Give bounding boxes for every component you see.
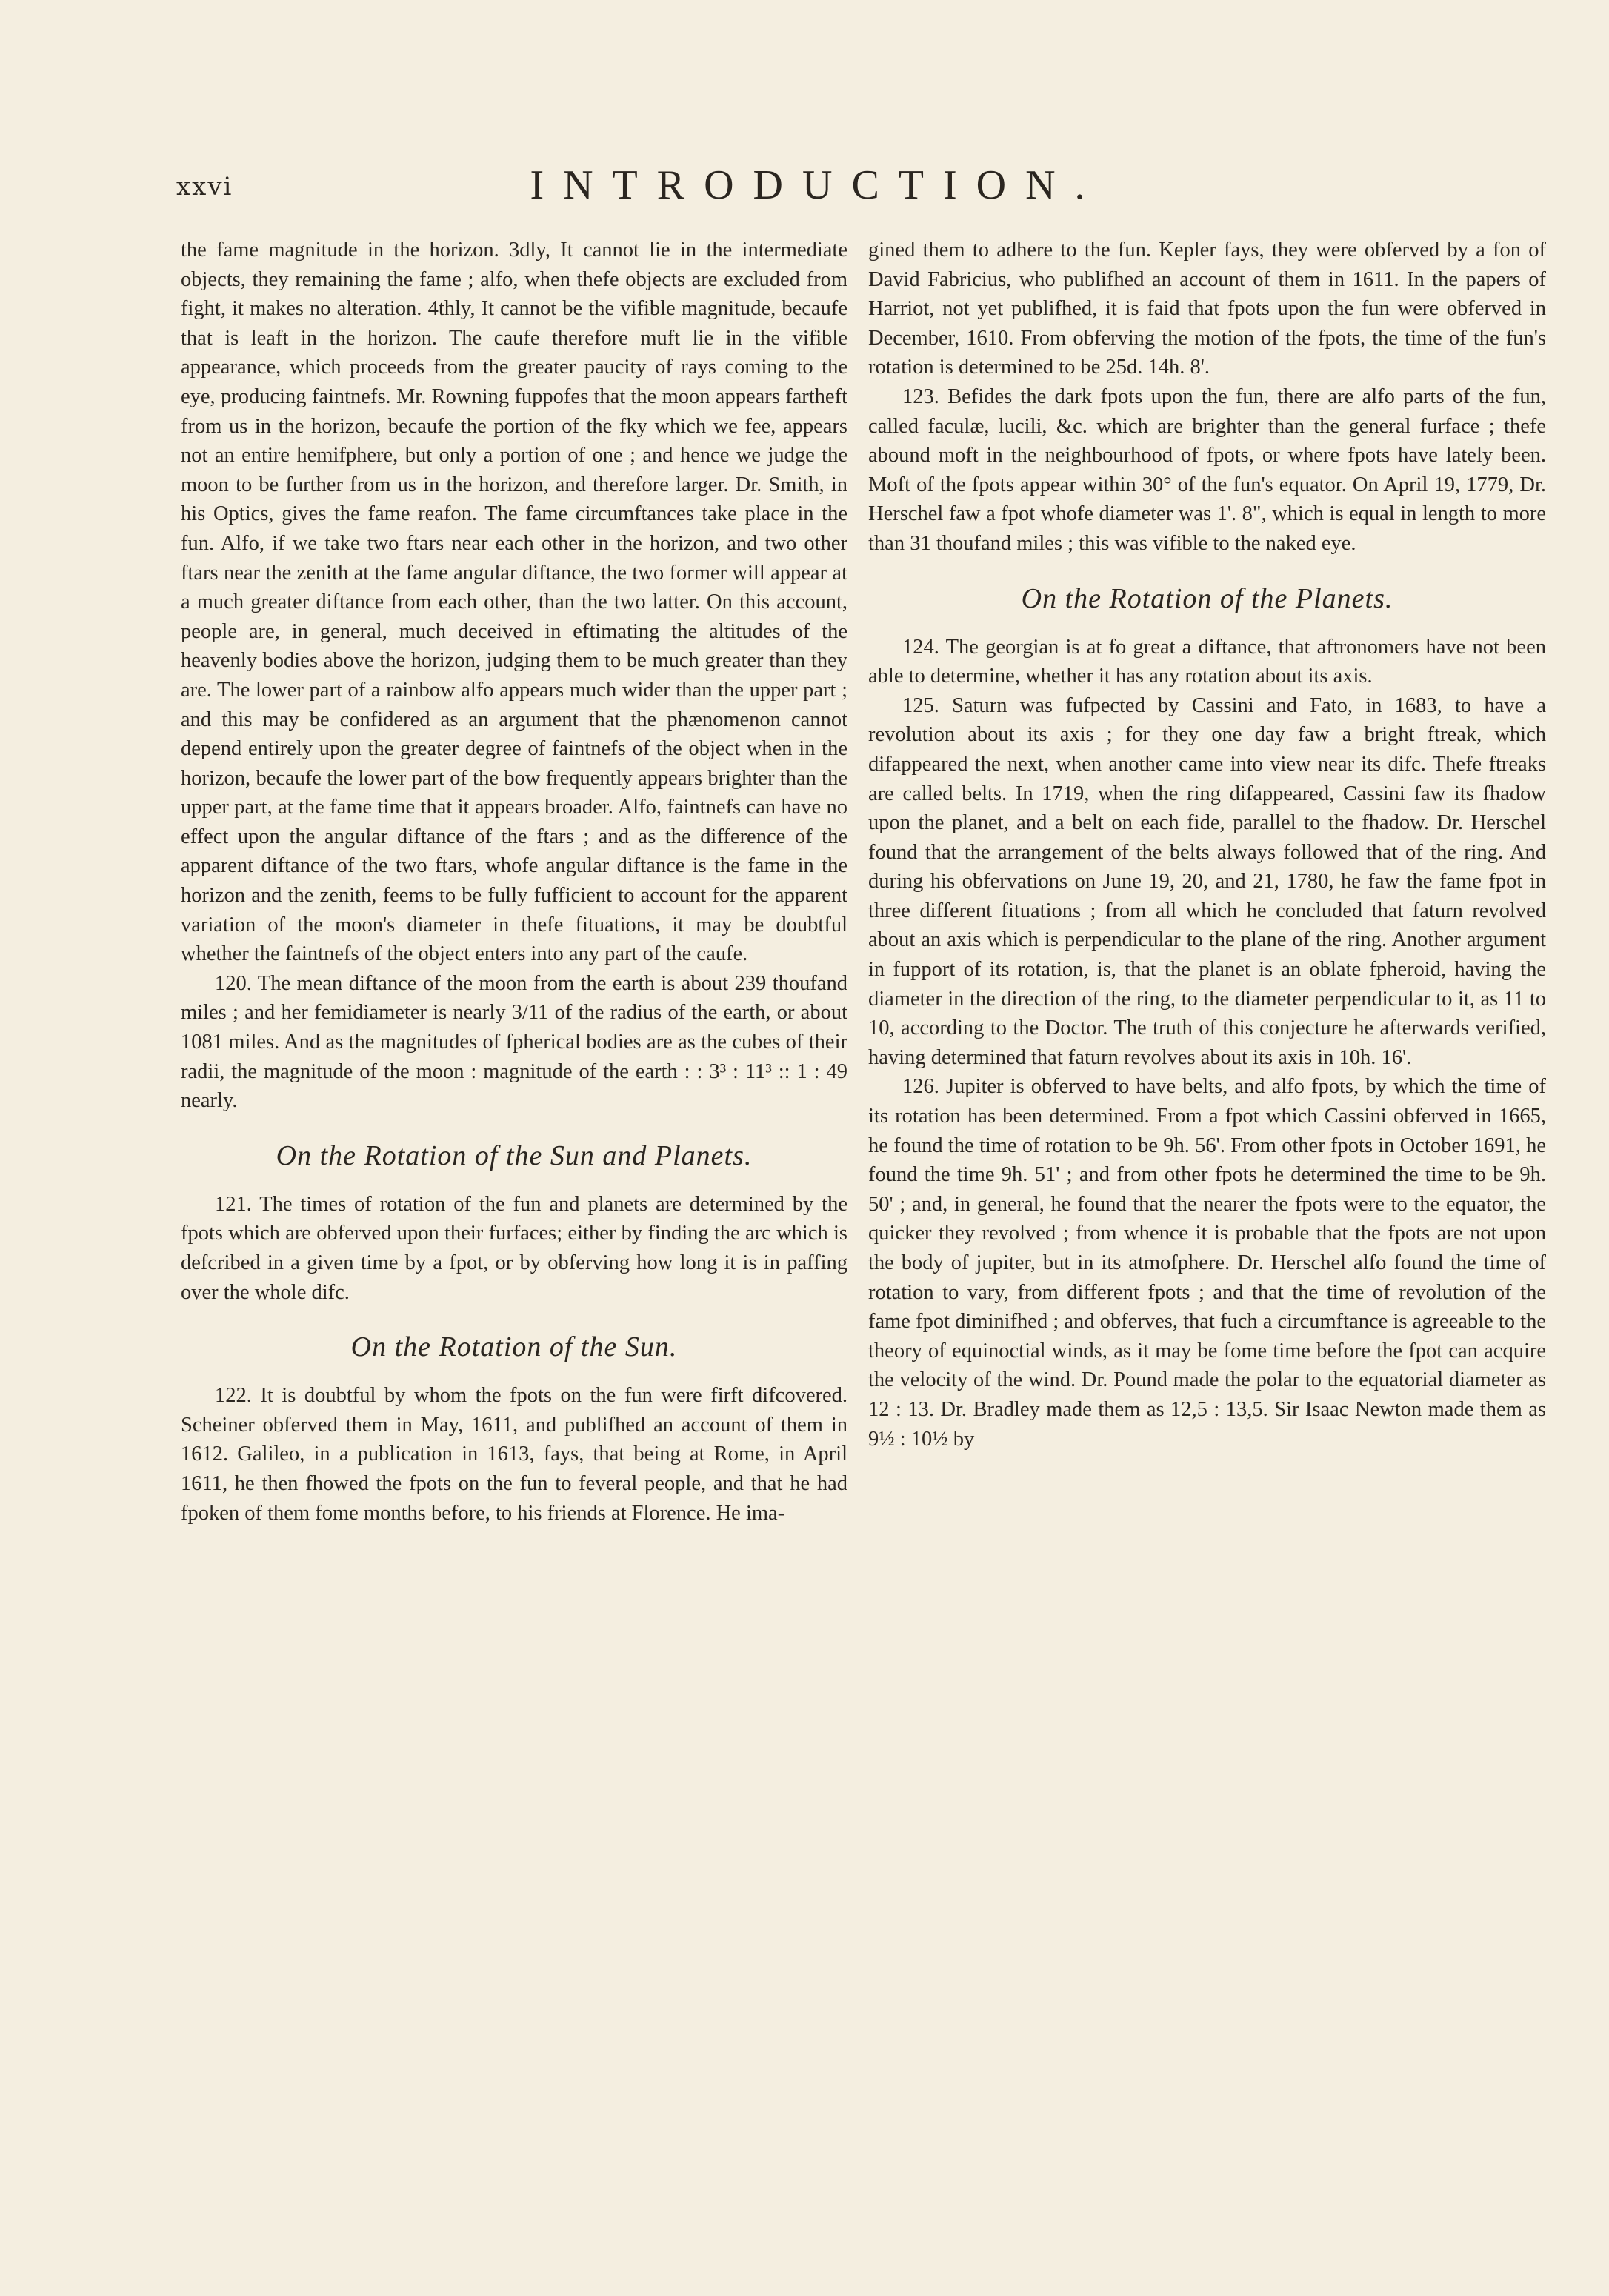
paragraph-120: 120. The mean diftance of the moon from the earth is about 239 thoufand miles ; and her femidiameter is nearly 3/11 of the radius of the earth, or about 1081 miles. And as the magnitudes of fpherical bodies are as the cubes of their radii, the magnitude of the moon : magnitude of the earth : : 3³ : 11³ :: 1 : 49 nearly. [181,971,847,1113]
paragraph-122: 122. It is doubtful by whom the fpots on the fun were firft difcovered. Scheiner obferved them in May, 1611, and publifhed an account of them in 1612. Galileo, in a publication in 1613, fays, that being at Rome, in April 1611, he then fhowed the fpots on the fun to feveral people, and that he had fpoken of them fome months before, to his friends at Florence. He ima- [181,1384,847,1525]
section-heading-rotation-sun-planets: On the Rotation of the Sun and Planets. [276,1139,753,1171]
paragraph-124: 124. The georgian is at fo great a diftance, that aftronomers have not been able to determine, whether it has any rotation about its axis. [868,635,1546,688]
right-column [868,236,1546,1454]
paragraph-126: 126. Jupiter is obferved to have belts, and alfo fpots, by which the time of its rotation has been determined. From a fpot which Cassini obferved in 1665, he found the time of rotation to be 9h. 56'. From other fpots in October 1691, he found the time 9h. 51' ; and from other fpots he determined the time to be 9h. 50' ; and, in general, he found that the nearer the fpots were to the equator, the quicker they revolved ; from whence it is probable that the fpots are not upon the body of jupiter, but in its atmofphere. Dr. Herschel alfo found the time of rotation to vary, from different fpots ; and that the time of revolution of the fame fpot diminifhed ; and obferves, that fuch a circumftance is agreeable to the theory of equinoctial winds, as it may be fome time before the fpot can acquire the velocity of the wind. Dr. Pound made the polar to the equatorial diameter as 12 : 13. Dr. Bradley made them as 12,5 : 13,5. Sir Isaac Newton made them as 9½ : 10½ by [868,1075,1546,1451]
paragraph-121: 121. The times of rotation of the fun and planets are determined by the fpots which are obferved upon their furfaces; either by finding the arc which is defcribed in a given time by a fpot, or by obferving how long it is in paffing over the whole difc. [181,1192,847,1304]
section-heading-rotation-sun: On the Rotation of the Sun. [350,1331,678,1363]
paragraph-125: 125. Saturn was fufpected by Cassini and Fato, in 1683, to have a revolution about its axis ; for they one day faw a bright ftreak, which difappeared the next, when another came into view near its difc. Thefe ftreaks are called belts. In 1719, when the ring difappeared, Cassini faw its fhadow upon the planet, and a belt on each fide, parallel to the fhadow. Dr. Herschel found that the arrangement of the belts always followed that of the ring. And during his obfervations on June 19, 20, and 21, 1780, he faw the fame fpot in three different fituations ; from all which he concluded that faturn revolved about an axis which is perpendicular to the plane of the ring. Another argument in fupport of its rotation, is, that the planet is an oblate fpheroid, having the diameter in the direction of the ring, to the diameter perpendicular to it, as 11 to 10, according to the Doctor. The truth of this conjecture he afterwards verified, having determined that faturn revolves about its axis in 10h. 16'. [868,693,1546,1069]
paragraph-continuation: the fame magnitude in the horizon. 3dly, It cannot lie in the intermediate objects, they remaining the fame ; alfo, when thefe objects are excluded from fight, it makes no alteration. 4thly, It cannot be the vifible magnitude, becaufe that is leaft in the horizon. The caufe therefore muft lie in the vifible appearance, which proceeds from the greater paucity of rays coming to the eye, producing faintnefs. Mr. Rowning fuppofes that the moon appears fartheft from us in the horizon, becaufe the portion of the fky which we fee, appears not an entire hemifphere, but only a portion of one ; and hence we judge the moon to be further from us in the horizon, and therefore larger. Dr. Smith, in his Optics, gives the fame reafon. The fame circumftances take place in the fun. Alfo, if we take two ftars near each other in the horizon, and two other ftars near the zenith at the fame angular diftance, the two former will appear at a much greater diftance from each other, than the two latter. On this account, people are, in general, much deceived in eftimating the altitudes of the heavenly bodies above the horizon, judging them to be much greater than they are. The lower part of a rainbow alfo appears much wider than the upper part ; and this may be confidered as an argument that the phænomenon cannot depend entirely upon the greater degree of faintnefs of the object when in the horizon, becaufe the lower part of the bow frequently appears brighter than the upper part, at the fame time that it appears broader. Alfo, faintnefs can have no effect upon the angular diftance of the ftars ; and as the difference of the apparent diftance of the two ftars, whofe angular diftance is the fame in the horizon and the zenith, feems to be fully fufficient to account for the apparent variation of the moon's diameter in thefe fituations, it may be doubtful whether the faintnefs of the object enters into any part of the caufe. [181,239,847,966]
paragraph-continuation-right: gined them to adhere to the fun. Kepler fays, they were obferved by a fon of David Fabricius, who publifhed an account of them in 1611. In the papers of Harriot, not yet publifhed, it is faid that fpots upon the fun were obferved in December, 1610. From obferving the motion of the fpots, the time of the fun's rotation is determined to be 25d. 14h. 8'. [868,239,1546,379]
running-title: INTRODUCTION. [530,162,1105,208]
left-column [181,236,847,1528]
paragraph-123: 123. Befides the dark fpots upon the fun, there are alfo parts of the fun, called faculæ, lucili, &c. which are brighter than the general furface ; thefe abound moft in the neighbourhood of fpots, or where fpots have lately been. Moft of the fpots appear within 30° of the fun's equator. On April 19, 1779, Dr. Herschel faw a fpot whofe diameter was 1'. 8", which is equal in length to more than 31 thoufand miles ; this was vifible to the naked eye. [868,385,1546,555]
page-header [176,162,1458,213]
page-number: xxvi [176,172,233,202]
section-heading-rotation-planets: On the Rotation of the Planets. [1021,582,1393,614]
